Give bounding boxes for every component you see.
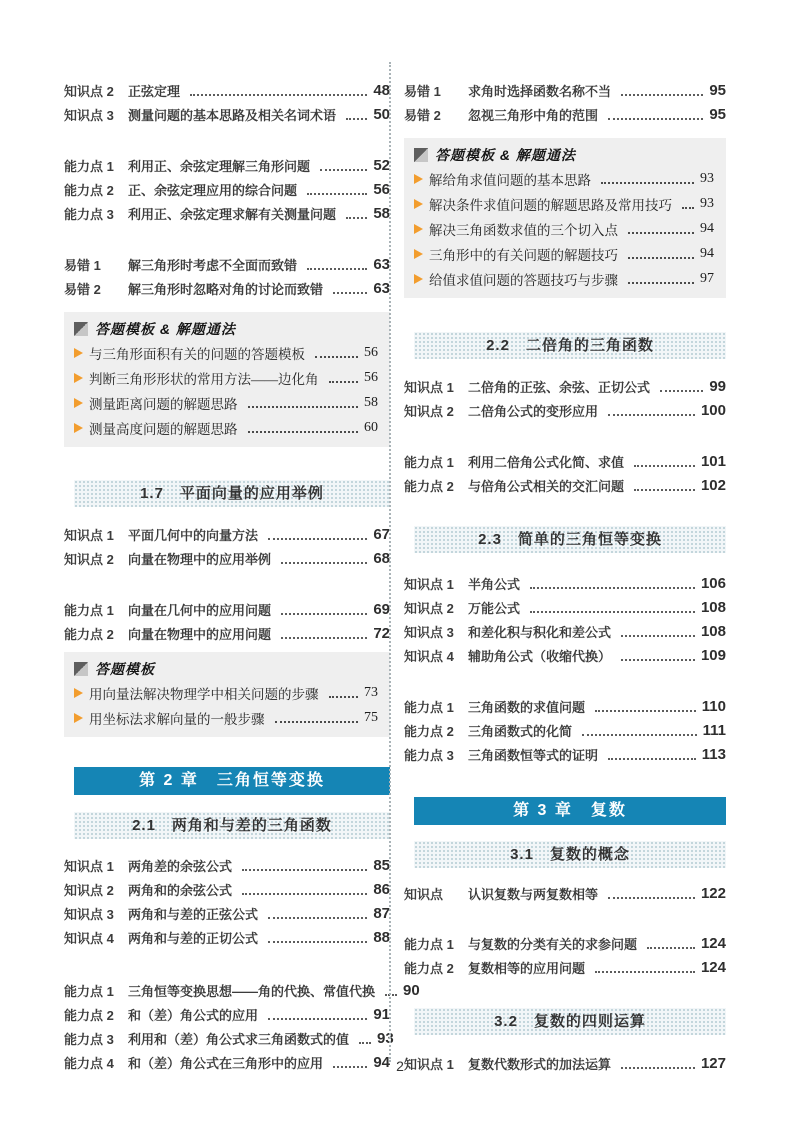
entry-label: 知识点 1 [404,1056,454,1072]
entry-label: 知识点 [404,886,444,902]
entry-page-number: 75 [364,709,378,725]
toc-entry [404,102,726,126]
section-header: 3.2 复数的四则运算 [414,1008,726,1035]
dot-leader [359,1033,371,1044]
toc-entry [404,643,726,667]
column-divider [389,62,391,1062]
entry-page-number: 90 [403,981,420,999]
arrow-right-icon [74,348,83,358]
dot-leader [346,109,367,120]
template-box-title: 答题模板 & 解题通法 [95,321,236,337]
entry-title: 与复数的分类有关的求参问题 [468,936,638,952]
toc-entry [64,153,390,177]
entry-title: 向量在物理中的应用问题 [128,626,272,642]
entry-page-number: 95 [709,105,726,123]
entry-title: 向量在几何中的应用问题 [128,602,272,618]
entry-label: 知识点 2 [64,83,114,99]
entry-label: 知识点 1 [404,576,454,592]
arrow-right-icon [74,398,83,408]
entry-page-number: 108 [700,622,726,640]
spacer [404,1035,726,1051]
spacer [404,667,726,694]
toc-entry [64,177,390,201]
template-box-entry [74,680,378,705]
entry-title: 测量距离问题的解题思路 [89,396,238,412]
toc-entry [404,595,726,619]
section-header: 2.3 简单的三角恒等变换 [414,526,726,553]
dot-leader [530,602,695,613]
entry-label: 能力点 1 [404,699,454,715]
toc-entry [64,276,390,300]
dot-leader [628,249,694,259]
entry-title: 三角函数恒等式的证明 [468,747,599,763]
entry-page-number: 63 [373,255,390,273]
entry-title: 两角差的余弦公式 [128,858,233,874]
entry-label: 能力点 3 [64,206,114,222]
dot-leader [190,85,367,96]
dot-leader [320,160,367,171]
entry-label: 知识点 3 [404,624,454,640]
arrow-right-icon [414,274,423,284]
entry-title: 三角函数式的化简 [468,723,573,739]
spacer [404,825,726,841]
toc-entry [64,877,390,901]
section-header: 3.1 复数的概念 [414,841,726,868]
entry-page-number: 109 [700,646,726,664]
template-box-entry [74,705,378,730]
dot-leader [595,962,695,973]
entry-page-number: 91 [373,1005,390,1023]
entry-title: 两角和与差的正切公式 [128,930,259,946]
entry-label: 能力点 2 [64,182,114,198]
spacer [404,766,726,797]
toc-entry [64,546,390,570]
toc-entry [64,853,390,877]
template-box-heading [74,658,378,680]
entry-page-number: 97 [700,270,714,286]
entry-title: 给值求值问题的答题技巧与步骤 [429,272,618,288]
entry-page-number: 85 [373,856,390,874]
entry-label: 知识点 1 [64,858,114,874]
entry-page-number: 111 [702,721,726,739]
folded-corner-icon [74,662,88,676]
dot-leader [628,224,694,234]
template-box [64,312,390,447]
arrow-right-icon [74,688,83,698]
entry-title: 解三角形时考虑不全面而致错 [128,257,298,273]
entry-page-number: 63 [373,279,390,297]
dot-leader [621,650,695,661]
dot-leader [281,553,367,564]
spacer [64,225,390,252]
entry-title: 向量在物理中的应用举例 [128,551,272,567]
entry-title: 用坐标法求解向量的一般步骤 [89,711,265,727]
template-box-entry [74,365,378,390]
dot-leader [333,283,367,294]
entry-page-number: 127 [700,1054,726,1072]
entry-label: 能力点 1 [64,983,114,999]
dot-leader [329,373,359,383]
entry-page-number: 93 [700,170,714,186]
toc-entry [404,449,726,473]
dot-leader [647,938,695,949]
entry-title: 利用正、余弦定理求解有关测量问题 [128,206,337,222]
entry-label: 知识点 3 [64,906,114,922]
entry-title: 三角形中的有关问题的解题技巧 [429,247,618,263]
entry-page-number: 72 [373,624,390,642]
entry-label: 易错 1 [404,83,441,99]
entry-page-number: 95 [709,81,726,99]
template-box-title: 答题模板 [95,661,155,677]
entry-page-number: 58 [373,204,390,222]
dot-leader [329,688,359,698]
entry-page-number: 124 [700,958,726,976]
arrow-right-icon [74,373,83,383]
entry-page-number: 110 [701,697,726,715]
toc-entry [404,931,726,955]
spacer [404,298,726,332]
toc-entry [404,718,726,742]
entry-title: 利用和（差）角公式求三角函数式的值 [128,1031,350,1047]
arrow-right-icon [414,224,423,234]
entry-title: 和（差）角公式的应用 [128,1007,259,1023]
toc-entry [404,473,726,497]
template-box-entry [414,241,714,266]
spacer [64,447,390,480]
toc-entry [64,522,390,546]
spacer [404,359,726,374]
entry-page-number: 73 [364,684,378,700]
toc-entry [64,201,390,225]
spacer [64,126,390,153]
dot-leader [601,174,694,184]
entry-label: 能力点 3 [404,747,454,763]
entry-title: 辅助角公式（收缩代换） [468,648,612,664]
spacer [404,422,726,449]
section-header: 2.2 二倍角的三角函数 [414,332,726,359]
entry-label: 能力点 3 [64,1031,114,1047]
entry-title: 半角公式 [468,576,521,592]
dot-leader [307,259,367,270]
folded-corner-icon [74,322,88,336]
dot-leader [242,884,367,895]
toc-entry [404,398,726,422]
dot-leader [634,456,695,467]
dot-leader [268,908,367,919]
dot-leader [268,932,367,943]
toc-entry [404,881,726,905]
entry-label: 能力点 1 [404,454,454,470]
entry-title: 两角和与差的正弦公式 [128,906,259,922]
toc-entry [404,955,726,979]
entry-page-number: 48 [373,81,390,99]
dot-leader [621,626,695,637]
dot-leader [595,701,696,712]
template-box-entry [414,216,714,241]
template-box-title: 答题模板 & 解题通法 [435,147,576,163]
entry-title: 正、余弦定理应用的综合问题 [128,182,298,198]
entry-title: 复数代数形式的加法运算 [468,1056,612,1072]
chapter-header: 第 2 章 三角恒等变换 [74,767,390,795]
spacer [64,737,390,767]
template-box-entry [74,415,378,440]
entry-label: 知识点 2 [64,551,114,567]
entry-label: 易错 2 [404,107,441,123]
arrow-right-icon [74,423,83,433]
dot-leader [315,348,358,358]
dot-leader [281,628,367,639]
entry-label: 能力点 2 [64,626,114,642]
entry-title: 利用正、余弦定理解三角形问题 [128,158,311,174]
folded-corner-icon [414,148,428,162]
entry-page-number: 106 [700,574,726,592]
entry-page-number: 58 [364,394,378,410]
arrow-right-icon [414,249,423,259]
entry-label: 知识点 2 [404,403,454,419]
toc-entry [64,1002,390,1026]
entry-title: 正弦定理 [128,83,181,99]
entry-page-number: 122 [700,884,726,902]
entry-title: 解给角求值问题的基本思路 [429,172,591,188]
dot-leader [530,578,695,589]
dot-leader [628,274,694,284]
entry-title: 与三角形面积有关的问题的答题模板 [89,346,305,362]
spacer [404,868,726,881]
spacer [64,795,390,812]
spacer [64,570,390,597]
entry-label: 能力点 2 [404,723,454,739]
entry-title: 认识复数与两复数相等 [468,886,599,902]
entry-title: 与倍角公式相关的交汇问题 [468,478,625,494]
dot-leader [621,85,703,96]
chapter-header: 第 3 章 复数 [414,797,726,825]
spacer [64,949,390,978]
entry-title: 判断三角形形状的常用方法——边化角 [89,371,319,387]
toc-entry [404,619,726,643]
toc-entry [64,1026,394,1050]
dot-leader [268,1009,367,1020]
entry-page-number: 113 [701,745,726,763]
dot-leader [608,888,695,899]
template-box-entry [74,340,378,365]
entry-label: 易错 2 [64,281,101,297]
spacer [404,553,726,571]
entry-page-number: 124 [700,934,726,952]
entry-page-number: 52 [373,156,390,174]
spacer [404,497,726,526]
entry-title: 利用二倍角公式化简、求值 [468,454,625,470]
entry-title: 三角函数的求值问题 [468,699,586,715]
entry-page-number: 93 [700,195,714,211]
entry-title: 两角和的余弦公式 [128,882,233,898]
toc-entry [404,78,726,102]
dot-leader [608,109,703,120]
spacer [64,839,390,853]
entry-title: 二倍角公式的变形应用 [468,403,599,419]
dot-leader [682,199,694,209]
entry-label: 知识点 4 [64,930,114,946]
toc-entry [64,597,390,621]
toc-entry [64,621,390,645]
section-header: 2.1 两角和与差的三角函数 [74,812,390,839]
entry-page-number: 60 [364,419,378,435]
spacer [404,126,726,138]
template-box-entry [414,191,714,216]
spacer [404,905,726,931]
entry-page-number: 100 [700,401,726,419]
spacer [64,507,390,522]
entry-page-number: 56 [364,369,378,385]
entry-page-number: 88 [373,928,390,946]
arrow-right-icon [74,713,83,723]
toc-entry [64,102,390,126]
entry-title: 求角时选择函数名称不当 [468,83,612,99]
entry-page-number: 94 [700,220,714,236]
entry-title: 忽视三角形中角的范围 [468,107,599,123]
entry-page-number: 99 [709,377,726,395]
entry-label: 知识点 4 [404,648,454,664]
entry-page-number: 67 [373,525,390,543]
dot-leader [608,405,695,416]
entry-title: 平面几何中的向量方法 [128,527,259,543]
entry-label: 能力点 1 [64,158,114,174]
entry-title: 复数相等的应用问题 [468,960,586,976]
entry-page-number: 87 [373,904,390,922]
template-box-entry [414,166,714,191]
entry-title: 测量高度问题的解题思路 [89,421,238,437]
entry-page-number: 93 [377,1029,394,1047]
page-number: 2 [396,1058,404,1074]
toc-entry [404,374,726,398]
entry-page-number: 56 [364,344,378,360]
toc-entry [404,742,726,766]
template-box-entry [414,266,714,291]
template-box [404,138,726,298]
arrow-right-icon [414,199,423,209]
template-box-heading [74,318,378,340]
entry-page-number: 94 [700,245,714,261]
dot-leader [248,398,359,408]
entry-page-number: 86 [373,880,390,898]
entry-label: 知识点 2 [404,600,454,616]
entry-title: 二倍角的正弦、余弦、正切公式 [468,379,651,395]
toc-entry [404,694,726,718]
toc-right-column [404,78,726,1075]
entry-label: 能力点 2 [404,478,454,494]
spacer [404,979,726,1008]
arrow-right-icon [414,174,423,184]
entry-title: 解决三角函数求值的三个切入点 [429,222,618,238]
entry-label: 能力点 2 [404,960,454,976]
entry-page-number: 101 [700,452,726,470]
entry-label: 知识点 3 [64,107,114,123]
toc-left-column [64,78,420,1074]
entry-title: 用向量法解决物理学中相关问题的步骤 [89,686,319,702]
dot-leader [346,208,367,219]
dot-leader [268,529,367,540]
dot-leader [582,725,697,736]
toc-entry [64,252,390,276]
entry-label: 知识点 1 [64,527,114,543]
entry-label: 知识点 2 [64,882,114,898]
dot-leader [660,381,703,392]
dot-leader [248,423,359,433]
toc-entry [404,571,726,595]
template-box-entry [74,390,378,415]
section-header: 1.7 平面向量的应用举例 [74,480,390,507]
dot-leader [385,985,397,996]
dot-leader [608,749,696,760]
entry-page-number: 108 [700,598,726,616]
entry-title: 解三角形时忽略对角的讨论而致错 [128,281,324,297]
dot-leader [634,480,695,491]
entry-title: 和（差）角公式在三角形中的应用 [128,1055,324,1071]
toc-entry [64,978,420,1002]
entry-title: 三角恒等变换思想——角的代换、常值代换 [128,983,376,999]
entry-label: 能力点 2 [64,1007,114,1023]
entry-label: 易错 1 [64,257,101,273]
dot-leader [307,184,367,195]
entry-label: 知识点 1 [404,379,454,395]
entry-title: 和差化积与积化和差公式 [468,624,612,640]
toc-entry [64,78,390,102]
entry-title: 测量问题的基本思路及相关名词术语 [128,107,337,123]
entry-page-number: 68 [373,549,390,567]
spacer [64,300,390,312]
template-box [64,652,390,737]
entry-page-number: 94 [373,1053,390,1071]
entry-title: 解决条件求值问题的解题思路及常用技巧 [429,197,672,213]
template-box-heading [414,144,714,166]
entry-title: 万能公式 [468,600,521,616]
entry-label: 能力点 1 [404,936,454,952]
entry-page-number: 50 [373,105,390,123]
dot-leader [275,713,359,723]
toc-entry [64,901,390,925]
entry-page-number: 69 [373,600,390,618]
toc-entry [64,925,390,949]
dot-leader [281,604,367,615]
entry-label: 能力点 1 [64,602,114,618]
dot-leader [242,860,367,871]
spacer [64,645,390,652]
entry-label: 能力点 4 [64,1055,114,1071]
entry-page-number: 56 [373,180,390,198]
entry-page-number: 102 [700,476,726,494]
